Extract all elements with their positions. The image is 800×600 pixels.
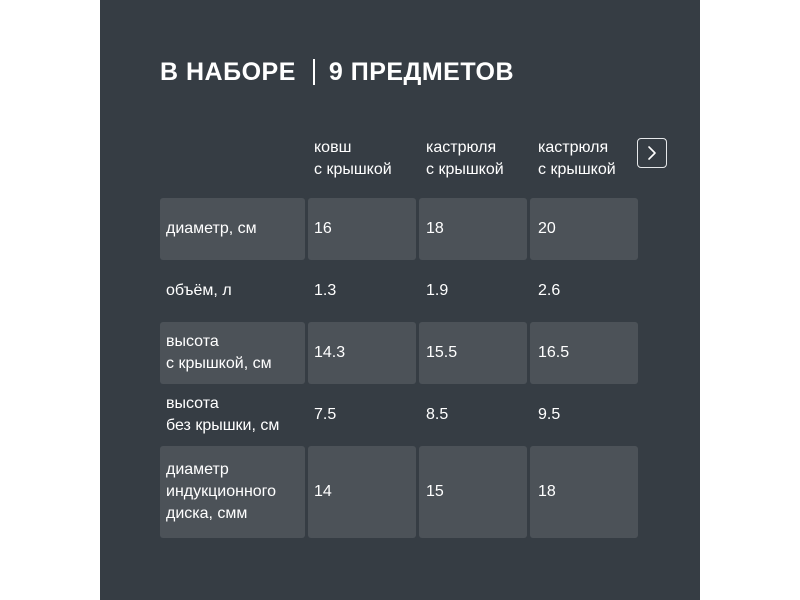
table-cell: 8.5 <box>426 406 449 423</box>
table-row-height-with-lid <box>160 322 638 384</box>
title-set-label: В НАБОРЕ <box>160 57 296 86</box>
row-label <box>160 322 305 384</box>
row-label-line: без крышки, см <box>166 417 280 434</box>
table-cell: 14 <box>308 446 416 538</box>
chevron-right-icon <box>646 145 658 161</box>
next-columns-button[interactable] <box>637 138 667 168</box>
row-label-line: индукционного <box>166 483 277 500</box>
row-label <box>160 446 305 538</box>
table-cell: 2.6 <box>538 282 561 299</box>
table-cell: 14.3 <box>308 322 416 384</box>
table-cell: 1.9 <box>426 282 449 299</box>
row-label-line: объём, л <box>166 282 232 299</box>
title-divider <box>313 59 315 85</box>
row-label-line: диска, смм <box>166 505 248 522</box>
table-cell: 7.5 <box>314 406 337 423</box>
column-header-line: с крышкой <box>314 161 392 178</box>
column-header-line: кастрюля <box>538 139 609 156</box>
column-header-line: с крышкой <box>426 161 504 178</box>
row-label <box>160 198 305 260</box>
row-label-line: с крышкой, см <box>166 355 272 372</box>
row-label-line: диаметр <box>166 461 229 478</box>
table-row-height-without-lid <box>160 384 638 446</box>
table-cell: 1.3 <box>314 282 337 299</box>
specs-panel <box>100 0 700 600</box>
table-cell: 16 <box>308 198 416 260</box>
column-header-1 <box>314 137 392 181</box>
table-cell: 18 <box>530 446 638 538</box>
row-label-line: диаметр, см <box>166 220 257 237</box>
table-cell: 9.5 <box>538 406 561 423</box>
column-header-line: с крышкой <box>538 161 616 178</box>
table-row-diameter <box>160 198 638 260</box>
table-cell: 16.5 <box>530 322 638 384</box>
column-header-2 <box>426 137 504 181</box>
table-cell: 20 <box>530 198 638 260</box>
column-header-line: кастрюля <box>426 139 497 156</box>
column-header-line: ковш <box>314 139 352 156</box>
page-title <box>160 55 514 89</box>
table-cell: 15 <box>419 446 527 538</box>
table-cell: 18 <box>419 198 527 260</box>
title-item-count: 9 ПРЕДМЕТОВ <box>328 57 515 86</box>
table-row-induction-disk <box>160 446 638 538</box>
row-label <box>160 384 305 446</box>
column-header-3 <box>538 137 616 181</box>
row-label <box>160 260 305 322</box>
row-label-line: высота <box>166 395 219 412</box>
row-label-line: высота <box>166 333 219 350</box>
table-row-volume <box>160 260 638 322</box>
table-cell: 15.5 <box>419 322 527 384</box>
